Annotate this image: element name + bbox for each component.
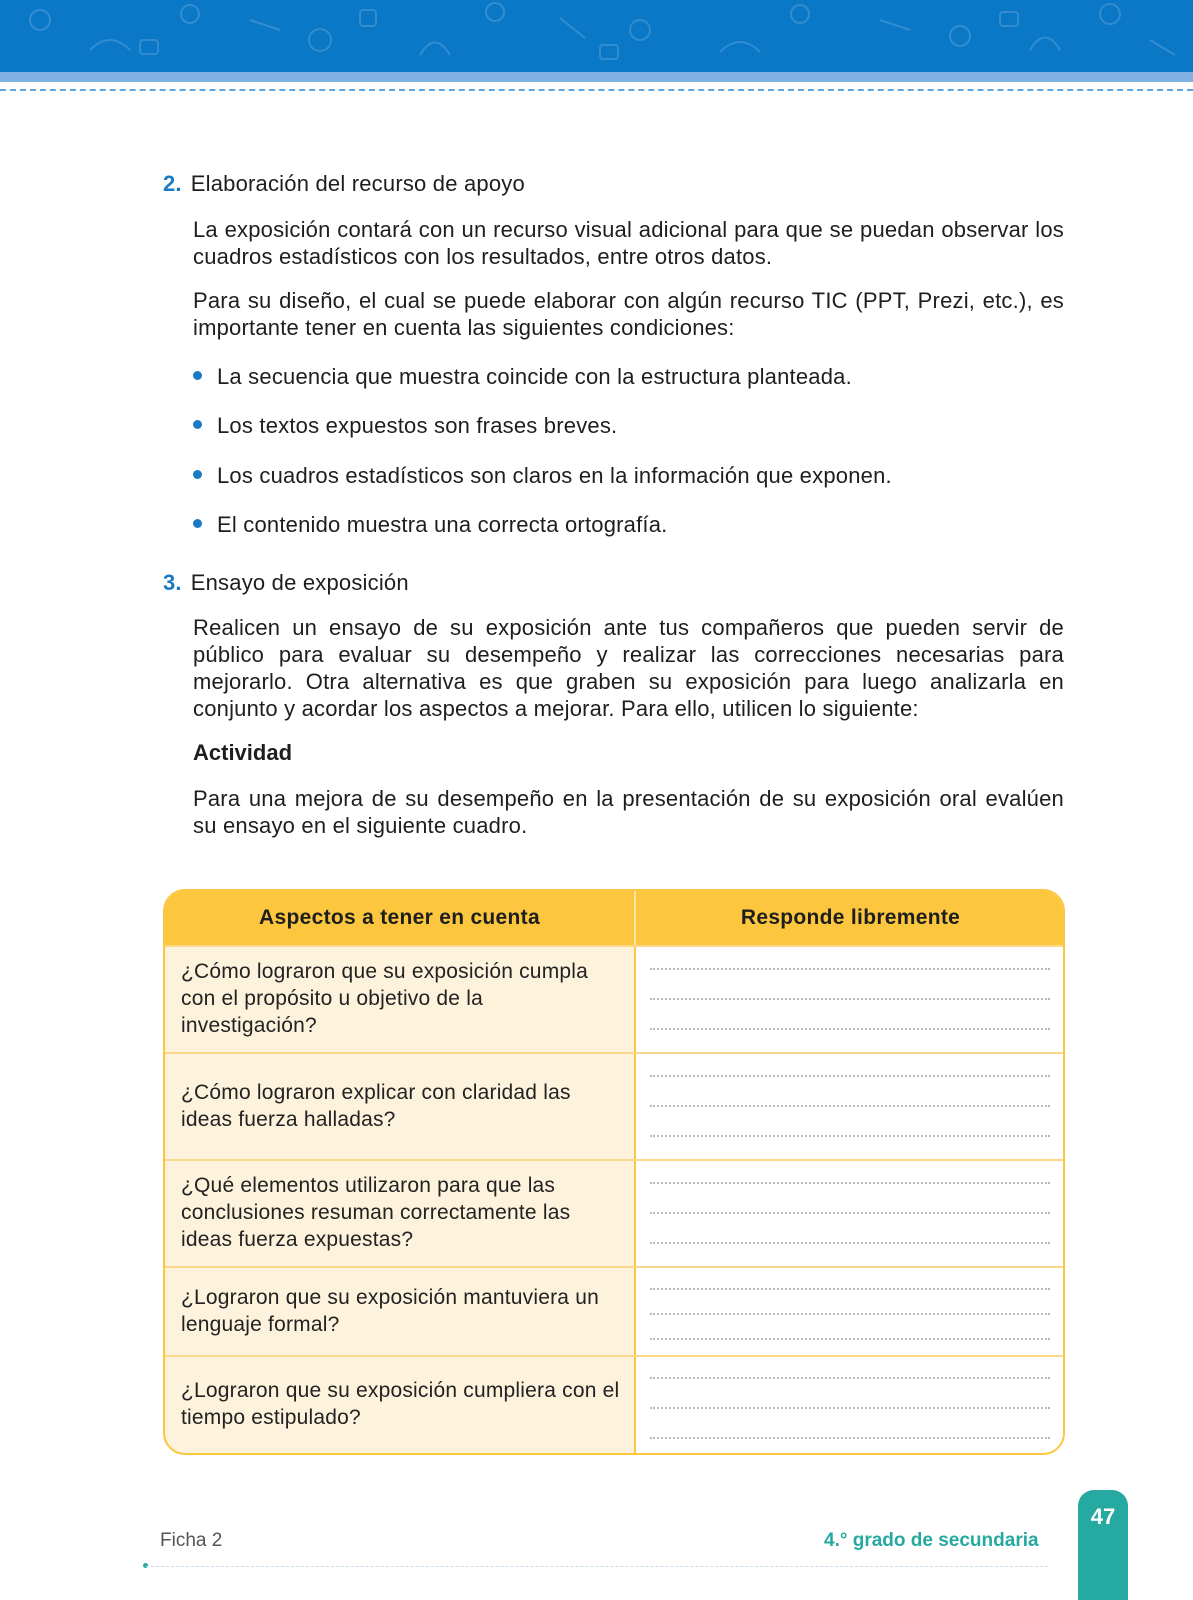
answer-cell[interactable] <box>636 1357 1065 1455</box>
table-row <box>165 945 1063 1052</box>
question-text: ¿Lograron que su exposición mantuviera un lenguaje formal? <box>181 1286 599 1336</box>
top-banner <box>0 0 1193 82</box>
bullet-dot <box>193 470 202 479</box>
answer-line <box>650 968 1050 970</box>
answer-line <box>650 1377 1050 1379</box>
question-text: ¿Cómo lograron que su exposición cumpla con el propósito u objetivo de la investigación? <box>181 960 589 1037</box>
table-header <box>165 891 1063 945</box>
bullet-text: La secuencia que muestra coincide con la estructura planteada. <box>217 364 852 389</box>
question-text: ¿Lograron que su exposición cumpliera con el tiempo estipulado? <box>181 1379 620 1429</box>
bullet-item <box>193 462 892 490</box>
evaluation-table <box>163 889 1065 1455</box>
question-text: ¿Cómo lograron explicar con claridad las ideas fuerza halladas? <box>181 1081 571 1131</box>
answer-line <box>650 1075 1050 1077</box>
section-3-title: Ensayo de exposición <box>190 570 409 595</box>
page-number-tab <box>1078 1490 1128 1600</box>
bullet-item <box>193 511 667 539</box>
footer-grade-label: 4.° grado de secundaria <box>824 1530 1039 1551</box>
bullet-dot <box>193 519 202 528</box>
activity-heading: Actividad <box>193 740 293 765</box>
footer-line <box>146 1566 1048 1567</box>
bullet-text: El contenido muestra una correcta ortografía. <box>217 512 668 537</box>
answer-cell[interactable] <box>636 1161 1065 1266</box>
answer-line <box>650 1028 1050 1030</box>
answer-line <box>650 1437 1050 1439</box>
activity-text: Para una mejora de su desempeño en la presentación de su exposición oral evalúen su ensayo en el siguiente cuadro. <box>193 786 1064 838</box>
answer-line <box>650 1242 1050 1244</box>
bullet-item <box>193 363 852 391</box>
answer-line <box>650 1407 1050 1409</box>
answer-cell[interactable] <box>636 1268 1065 1355</box>
section-2-heading <box>163 170 525 198</box>
section-3-heading <box>163 569 409 597</box>
answer-line <box>650 1212 1050 1214</box>
bullet-text: Los textos expuestos son frases breves. <box>217 413 618 438</box>
banner-stripe <box>0 72 1193 82</box>
answer-cell[interactable] <box>636 947 1065 1052</box>
header-divider <box>634 891 636 945</box>
question-text: ¿Qué elementos utilizaron para que las conclusiones resuman correctamente las ideas fuerza expuestas? <box>181 1174 571 1251</box>
answer-line <box>650 1338 1050 1340</box>
header-dash-line <box>0 89 1193 91</box>
table-header-responses: Responde libremente <box>740 906 961 929</box>
section-2-paragraph-2: Para su diseño, el cual se puede elaborar con algún recurso TIC (PPT, Prezi, etc.), es importante tener en cuenta las siguientes condiciones: <box>193 288 1064 340</box>
bullet-text: Los cuadros estadísticos son claros en la información que exponen. <box>217 463 892 488</box>
doodle-pattern <box>0 0 1193 72</box>
page-number: 47 <box>1090 1504 1116 1529</box>
section-2-number: 2. <box>163 171 182 196</box>
section-2-title: Elaboración del recurso de apoyo <box>190 171 525 196</box>
answer-line <box>650 1182 1050 1184</box>
answer-line <box>650 1135 1050 1137</box>
bullet-dot <box>193 371 202 380</box>
answer-line <box>650 1105 1050 1107</box>
footer-ficha-label: Ficha 2 <box>160 1530 223 1551</box>
table-row <box>165 1159 1063 1266</box>
answer-line <box>650 1313 1050 1315</box>
table-row <box>165 1052 1063 1159</box>
table-header-aspects: Aspectos a tener en cuenta <box>259 906 540 929</box>
bullet-dot <box>193 420 202 429</box>
answer-line <box>650 1288 1050 1290</box>
table-row <box>165 1355 1063 1455</box>
bullet-item <box>193 412 617 440</box>
table-row <box>165 1266 1063 1355</box>
section-3-number: 3. <box>163 570 182 595</box>
section-3-paragraph: Realicen un ensayo de su exposición ante tus compañeros que pueden servir de público para evaluar su desempeño y realizar las correcciones necesarias para mejorarlo. Otra alternativa es que graben su exposición para luego analizarla en conjunto y acordar los aspectos a mejorar. Para ello, utilicen lo siguiente: <box>193 615 1064 721</box>
answer-cell[interactable] <box>636 1054 1065 1159</box>
answer-line <box>650 998 1050 1000</box>
section-2-paragraph-1: La exposición contará con un recurso visual adicional para que se puedan observar los cuadros estadísticos con los resultados, entre otros datos. <box>193 217 1064 269</box>
